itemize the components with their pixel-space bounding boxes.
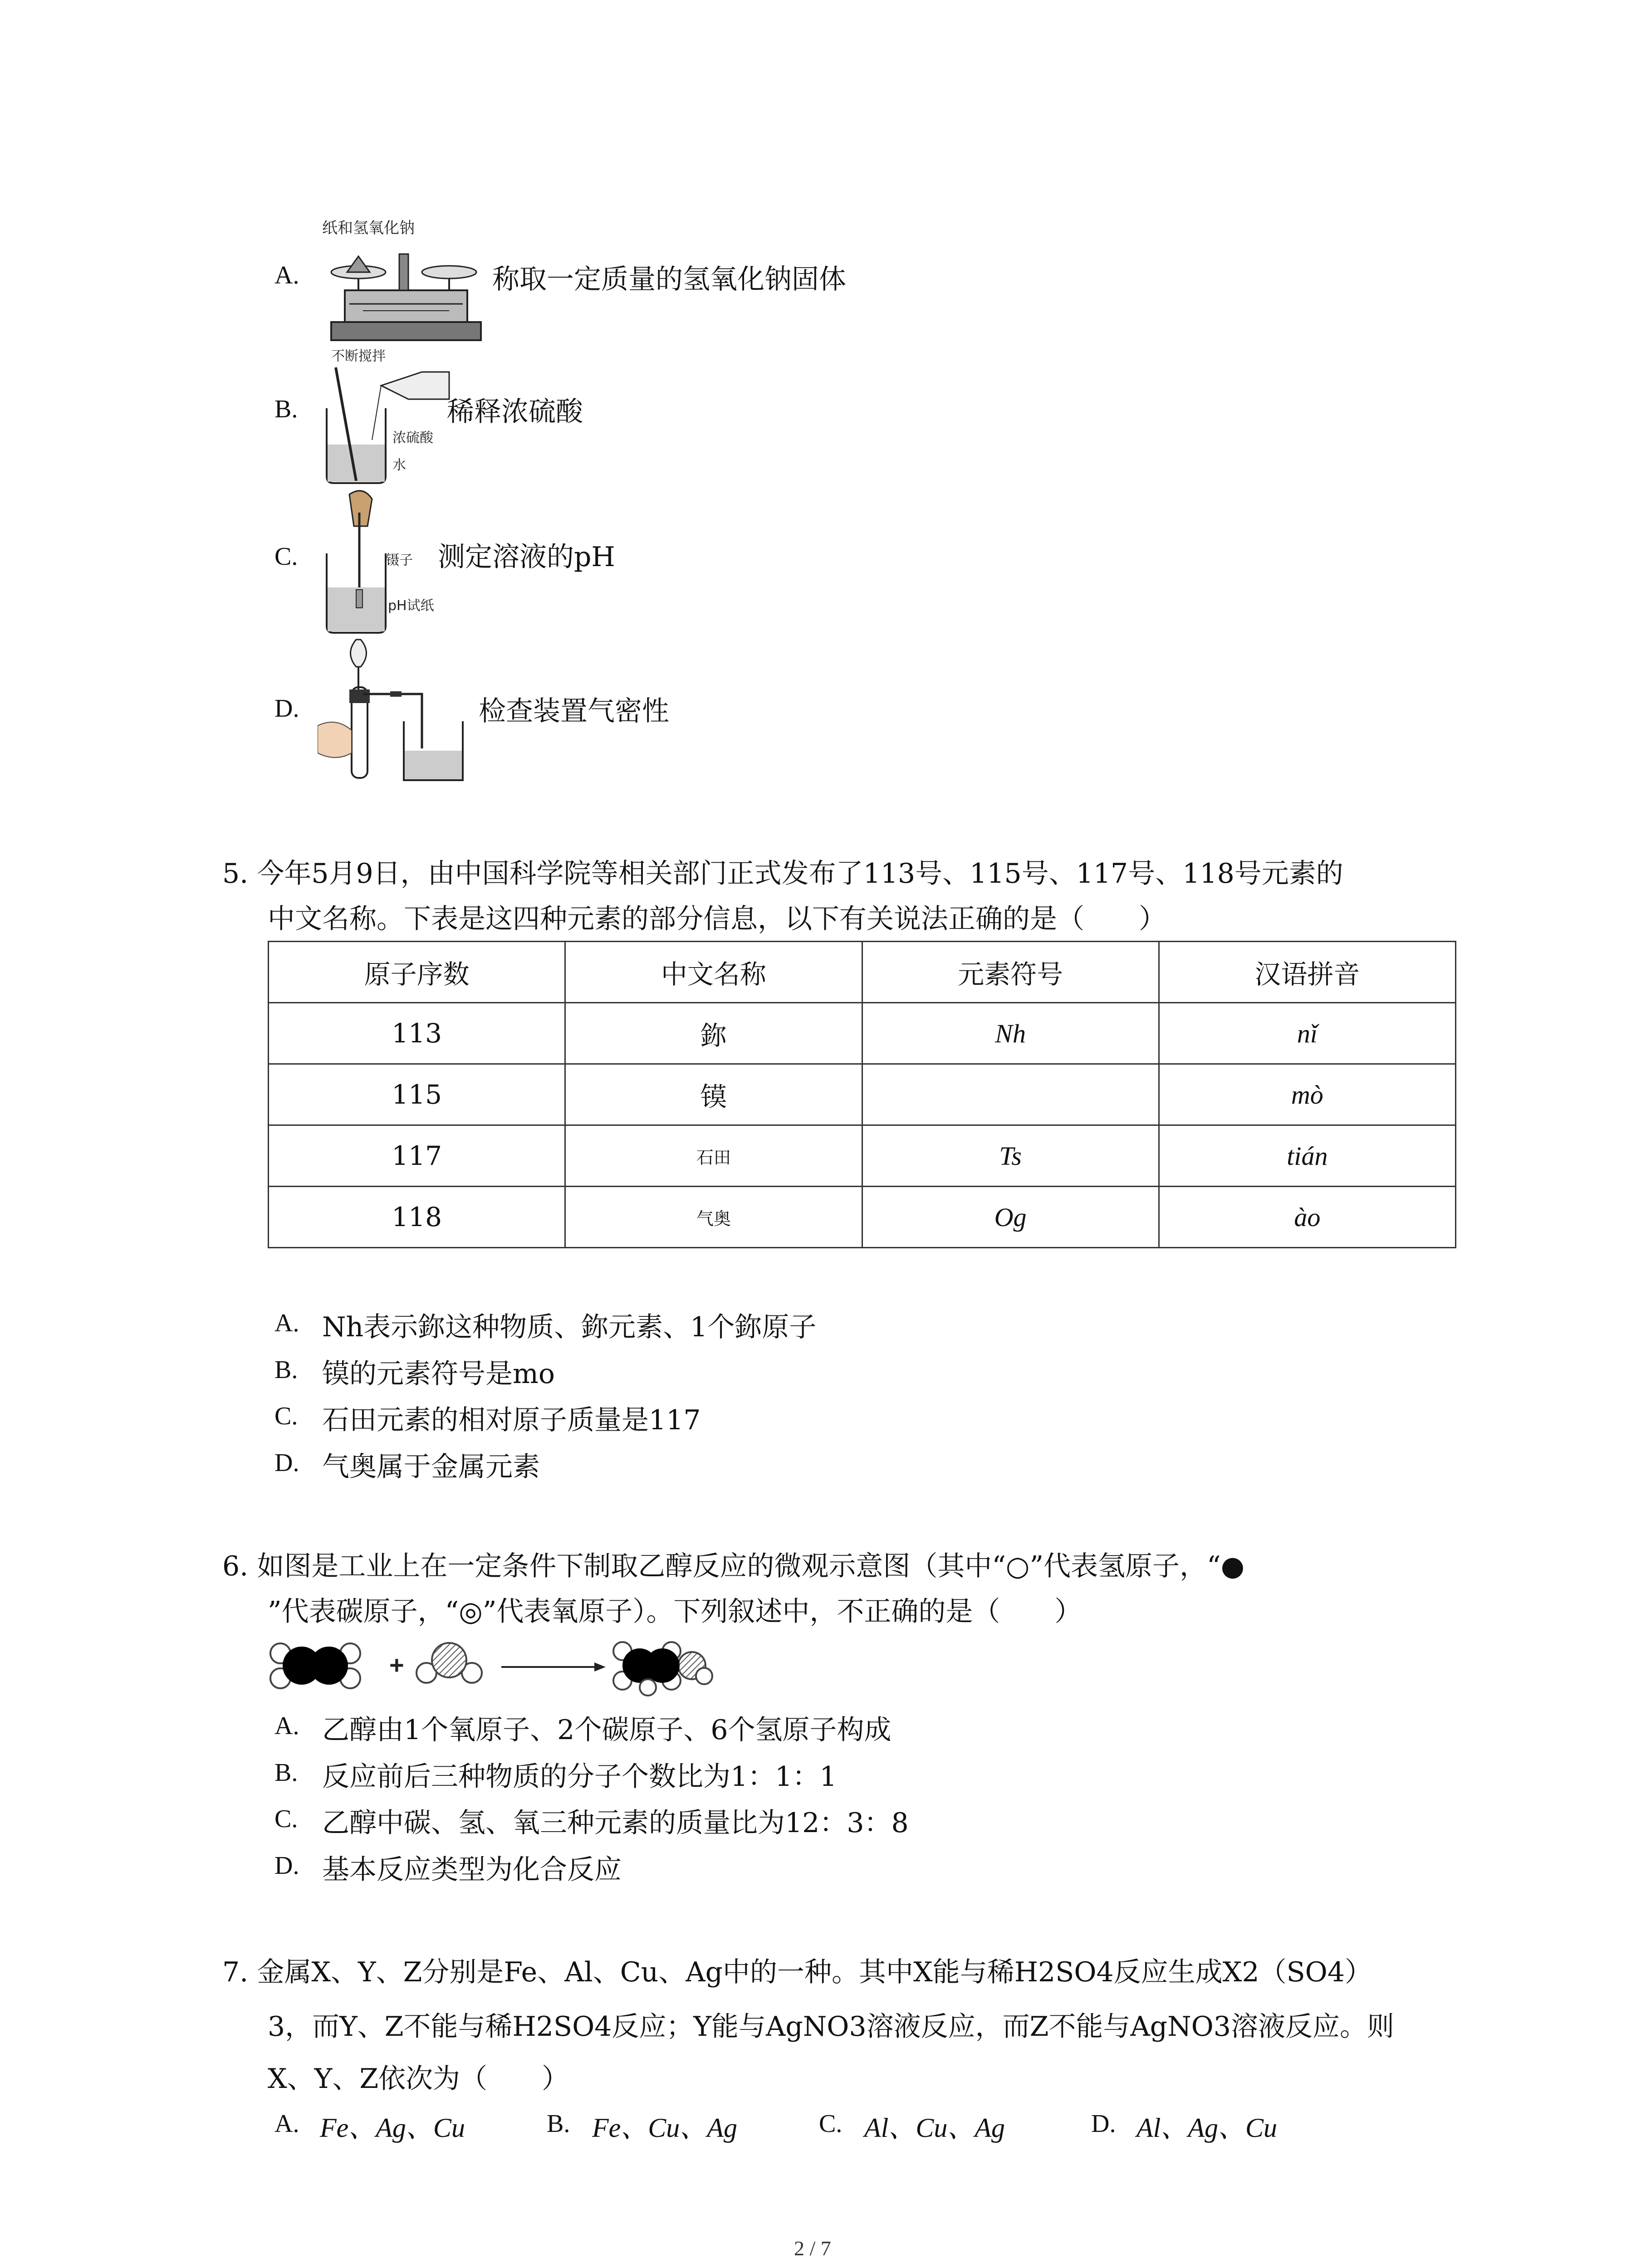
- beaker-tweezers-icon: [318, 485, 445, 635]
- ph-paper-label: pH试纸: [388, 598, 434, 614]
- q5-option-a-text: Nh表示鉨这种物质、鉨元素、1个鉨原子: [322, 1311, 817, 1343]
- q6-option-d-letter: D.: [274, 1852, 299, 1880]
- q4-option-a-text: 称取一定质量的氢氧化钠固体: [492, 264, 846, 295]
- q5-option-b-text: 镆的元素符号是mo: [322, 1358, 555, 1390]
- table-cell: 113: [269, 1003, 565, 1064]
- q4-option-d-letter: D.: [274, 694, 299, 723]
- q5-stem-line1: 5. 今年5月9日，由中国科学院等相关部门正式发布了113号、115号、117号、118号元素的: [222, 858, 1343, 890]
- table-header-row: [269, 942, 1456, 1003]
- reaction-diagram: [268, 1633, 721, 1701]
- q6-option-c-letter: C.: [274, 1805, 298, 1833]
- q6-option-b-letter: B.: [274, 1759, 298, 1787]
- q4-option-c-letter: C.: [274, 543, 298, 571]
- table-cell: nǐ: [1159, 1003, 1455, 1064]
- q6-option-b-text: 反应前后三种物质的分子个数比为1：1：1: [322, 1761, 837, 1793]
- table-cell: mò: [1159, 1064, 1455, 1125]
- q4-option-d-text: 检查装置气密性: [479, 695, 669, 727]
- table-cell: 118: [269, 1187, 565, 1248]
- q4-option-c-text: 测定溶液的pH: [438, 541, 615, 573]
- tweezers-label: 镊子: [386, 552, 413, 568]
- table-cell: 117: [269, 1125, 565, 1187]
- q7-option-b-text: Fe、Cu、Ag: [592, 2113, 737, 2143]
- table-cell: Ts: [862, 1125, 1159, 1187]
- table-cell: 115: [269, 1064, 565, 1125]
- table-cell: ào: [1159, 1187, 1455, 1248]
- table-row: [269, 1003, 1456, 1064]
- page-number: 2 / 7: [794, 2237, 831, 2260]
- table-cell: tián: [1159, 1125, 1455, 1187]
- dilution-illustration: [318, 345, 454, 485]
- arrow-icon: [501, 1662, 606, 1672]
- table-cell: Og: [862, 1187, 1159, 1248]
- stirring-label: 不断搅拌: [331, 348, 386, 364]
- table-row: [269, 1064, 1456, 1125]
- table-header: 汉语拼音: [1159, 942, 1455, 1003]
- q5-option-d-letter: D.: [274, 1449, 299, 1477]
- table-cell: 镆: [565, 1064, 862, 1125]
- q4-option-b-text: 稀释浓硫酸: [447, 396, 583, 428]
- q7-stem-line3: X、Y、Z依次为（ ）: [268, 2063, 569, 2095]
- q6-option-d-text: 基本反应类型为化合反应: [322, 1854, 622, 1886]
- balance-illustration: [318, 215, 490, 352]
- table-cell: [862, 1064, 1159, 1125]
- q4-option-a-letter: A.: [274, 261, 299, 289]
- plus-sign: +: [389, 1651, 404, 1679]
- table-row: [269, 1187, 1456, 1248]
- q5-option-c-letter: C.: [274, 1402, 298, 1430]
- q6-stem-line2: ”代表碳原子，“◎”代表氧原子）。下列叙述中，不正确的是（ ）: [268, 1596, 1082, 1628]
- table-cell: 气奥: [565, 1187, 862, 1248]
- table-row: [269, 1125, 1456, 1187]
- q6-stem-line1: 6. 如图是工业上在一定条件下制取乙醇反应的微观示意图（其中“○”代表氢原子，“●: [222, 1550, 1245, 1582]
- balance-label: 纸和氢氧化钠: [322, 219, 415, 237]
- q7-option-d-letter: D.: [1091, 2110, 1116, 2138]
- q5-option-a-letter: A.: [274, 1309, 299, 1337]
- q7-option-a-text: Fe、Ag、Cu: [320, 2113, 465, 2143]
- table-header: 中文名称: [565, 942, 862, 1003]
- ph-test-illustration: [318, 485, 445, 635]
- q7-option-c-letter: C.: [819, 2110, 843, 2138]
- q7-option-d-text: Al、Ag、Cu: [1136, 2113, 1277, 2143]
- table-cell: 石田: [565, 1125, 862, 1187]
- balance-icon: [318, 236, 490, 349]
- q7-stem-line2: 3，而Y、Z不能与稀H2SO4反应；Y能与AgNO3溶液反应，而Z不能与AgNO3溶液反应。则: [268, 2011, 1394, 2043]
- acid-label: 浓硫酸: [392, 430, 433, 446]
- q7-option-b-letter: B.: [547, 2110, 570, 2138]
- table-header: 元素符号: [862, 942, 1159, 1003]
- q5-option-d-text: 气奥属于金属元素: [322, 1451, 540, 1483]
- airtightness-apparatus-icon: [318, 635, 472, 785]
- q6-option-a-letter: A.: [274, 1712, 299, 1740]
- water-molecule-icon: [416, 1643, 482, 1683]
- ethanol-molecule-icon: [613, 1642, 712, 1696]
- q5-option-c-text: 石田元素的相对原子质量是117: [322, 1404, 701, 1436]
- water-label: 水: [392, 457, 406, 473]
- q5-stem-line2: 中文名称。下表是这四种元素的部分信息，以下有关说法正确的是（ ）: [268, 903, 1166, 935]
- q4-option-b-letter: B.: [274, 395, 298, 423]
- q7-stem-line1: 7. 金属X、Y、Z分别是Fe、Al、Cu、Ag中的一种。其中X能与稀H2SO4反应生成X2（SO4）: [222, 1956, 1372, 1988]
- ethylene-molecule-icon: [270, 1643, 360, 1688]
- beaker-stirring-icon: [318, 358, 454, 485]
- q7-option-a-letter: A.: [274, 2110, 299, 2138]
- q7-option-c-text: Al、Cu、Ag: [864, 2113, 1005, 2143]
- table-cell: 鉨: [565, 1003, 862, 1064]
- table-header: 原子序数: [269, 942, 565, 1003]
- q5-option-b-letter: B.: [274, 1356, 298, 1384]
- q6-option-a-text: 乙醇由1个氧原子、2个碳原子、6个氢原子构成: [322, 1714, 892, 1746]
- table-cell: Nh: [862, 1003, 1159, 1064]
- q6-option-c-text: 乙醇中碳、氢、氧三种元素的质量比为12：3：8: [322, 1807, 909, 1839]
- element-table: [268, 941, 1456, 1248]
